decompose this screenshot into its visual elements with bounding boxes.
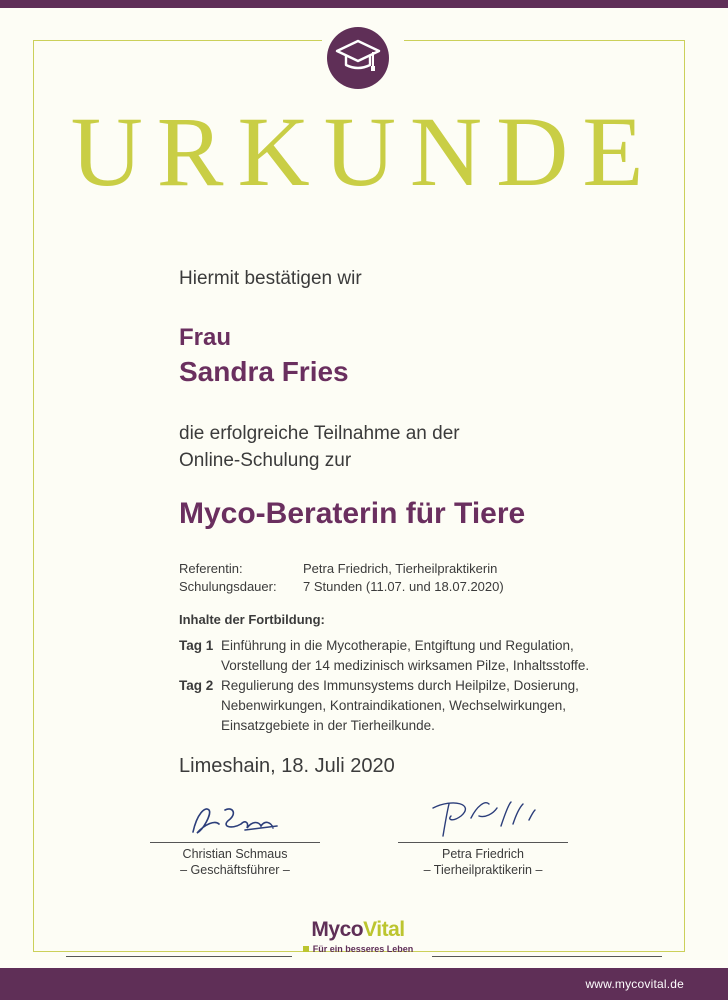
day-1-block	[179, 636, 631, 676]
signatory-name: Petra Friedrich	[442, 847, 524, 861]
website-url: www.mycovital.de	[585, 977, 684, 991]
logo-tagline	[278, 944, 438, 954]
badge	[327, 27, 389, 89]
mycovital-logo	[278, 918, 438, 954]
signature-image	[413, 796, 553, 840]
course-title: Myco-Beraterin für Tiere	[179, 497, 526, 530]
day-tag: Tag 1	[179, 638, 214, 653]
intro-text: Hiermit bestätigen wir	[179, 268, 362, 289]
participation-line: die erfolgreiche Teilnahme an der	[179, 423, 460, 444]
place-date: Limeshain, 18. Juli 2020	[179, 755, 395, 777]
participation-line: Online-Schulung zur	[179, 450, 352, 471]
signature-block-ceo	[150, 800, 320, 877]
day-line: Einführung in die Mycotherapie, Entgiftung und Regulation,	[221, 638, 574, 653]
signature-image	[175, 800, 295, 840]
detail-row-trainer	[179, 560, 504, 578]
detail-value: Petra Friedrich, Tierheilpraktikerin	[303, 561, 498, 576]
detail-label: Schulungsdauer:	[179, 579, 277, 594]
detail-value: 7 Stunden (11.07. und 18.07.2020)	[303, 579, 504, 594]
signatory-role: – Geschäftsführer –	[180, 863, 290, 877]
day-tag: Tag 2	[179, 678, 214, 693]
signature-line	[150, 842, 320, 843]
day-line: Regulierung des Immunsystems durch Heilpilze, Dosierung,	[221, 678, 579, 693]
day-description	[221, 636, 631, 676]
logo-rule-right	[432, 956, 662, 957]
participation-text	[179, 420, 460, 474]
recipient-salutation: Frau	[179, 324, 232, 351]
bottom-bar	[0, 968, 728, 1000]
graduation-cap-icon	[335, 37, 381, 77]
logo-rule-left	[66, 956, 292, 957]
day-description	[221, 676, 631, 736]
signatory-name: Christian Schmaus	[182, 847, 288, 861]
day-2-block	[179, 676, 631, 736]
square-icon	[303, 946, 309, 952]
recipient-name: Sandra Fries	[179, 356, 349, 387]
signatory-role: – Tierheilpraktikerin –	[423, 863, 543, 877]
day-line: Vorstellung der 14 medizinisch wirksamen Pilze, Inhaltsstoffe.	[221, 658, 590, 673]
detail-label: Referentin:	[179, 561, 243, 576]
tagline-text: Für ein besseres Leben	[312, 944, 414, 954]
logo-wordmark	[278, 918, 438, 942]
logo-part-myco: Myco	[311, 918, 364, 941]
signature-line	[398, 842, 568, 843]
contents-heading: Inhalte der Fortbildung:	[179, 612, 325, 627]
signature-block-trainer	[398, 796, 568, 877]
top-bar	[0, 0, 728, 8]
logo-part-vital: Vital	[363, 918, 405, 941]
course-details	[179, 560, 504, 596]
day-line: Nebenwirkungen, Kontraindikationen, Wechselwirkungen,	[221, 698, 566, 713]
day-line: Einsatzgebiete in der Tierheilkunde.	[221, 718, 435, 733]
detail-row-duration	[179, 578, 504, 596]
certificate-title: URKUNDE	[70, 96, 658, 207]
